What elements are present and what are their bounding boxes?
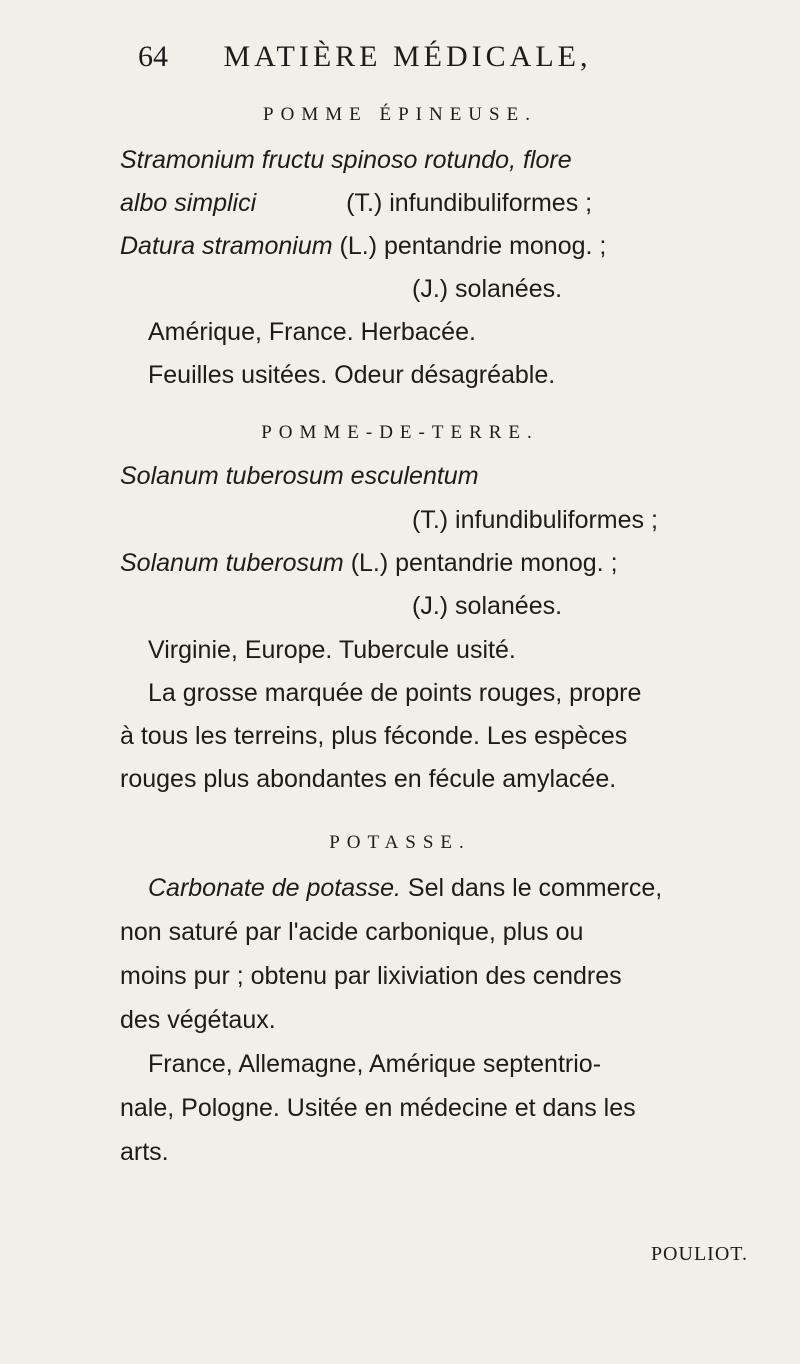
running-title: MATIÈRE MÉDICALE,	[223, 40, 592, 73]
entry-line: moins pur ; obtenu par lixiviation des cendres	[120, 962, 622, 990]
entry-line: La grosse marquée de points rouges, propre	[148, 679, 642, 707]
page-number: 64	[138, 40, 168, 73]
entry-title: POMME-DE-TERRE.	[261, 422, 539, 443]
entry-title: POTASSE.	[329, 832, 471, 853]
entry-line: Amérique, France. Herbacée.	[148, 318, 476, 346]
entry-line: Carbonate de potasse. Sel dans le commerce,	[148, 874, 663, 902]
entry-line: (J.) solanées.	[412, 275, 563, 303]
entry-line: Virginie, Europe. Tubercule usité.	[148, 636, 516, 664]
catchword: POULIOT.	[650, 1243, 748, 1265]
entry-line: albo simplici (T.) infundibuliformes ;	[120, 189, 593, 217]
entry-line: (T.) infundibuliformes ;	[412, 506, 658, 534]
entry-line: Solanum tuberosum (L.) pentandrie monog. ;	[120, 549, 618, 577]
entry-line: France, Allemagne, Amérique septentrio-	[148, 1050, 602, 1078]
entry-line: à tous les terreins, plus féconde. Les espèces	[120, 722, 628, 750]
entry-line: arts.	[120, 1138, 169, 1166]
entry-title: POMME ÉPINEUSE.	[263, 104, 537, 125]
entry-line: non saturé par l'acide carbonique, plus ou	[120, 918, 584, 946]
entry-line: des végétaux.	[120, 1006, 276, 1034]
entry-line: nale, Pologne. Usitée en médecine et dans les	[120, 1094, 636, 1122]
entry-line: (J.) solanées.	[412, 592, 563, 620]
entry-line: rouges plus abondantes en fécule amylacée.	[120, 765, 617, 793]
entry-line: Stramonium fructu spinoso rotundo, flore	[120, 146, 572, 174]
entry-line: Datura stramonium (L.) pentandrie monog. ;	[120, 232, 607, 260]
entry-line: Solanum tuberosum esculentum	[120, 462, 479, 490]
entry-line: Feuilles usitées. Odeur désagréable.	[148, 361, 556, 389]
page-header	[138, 40, 760, 74]
